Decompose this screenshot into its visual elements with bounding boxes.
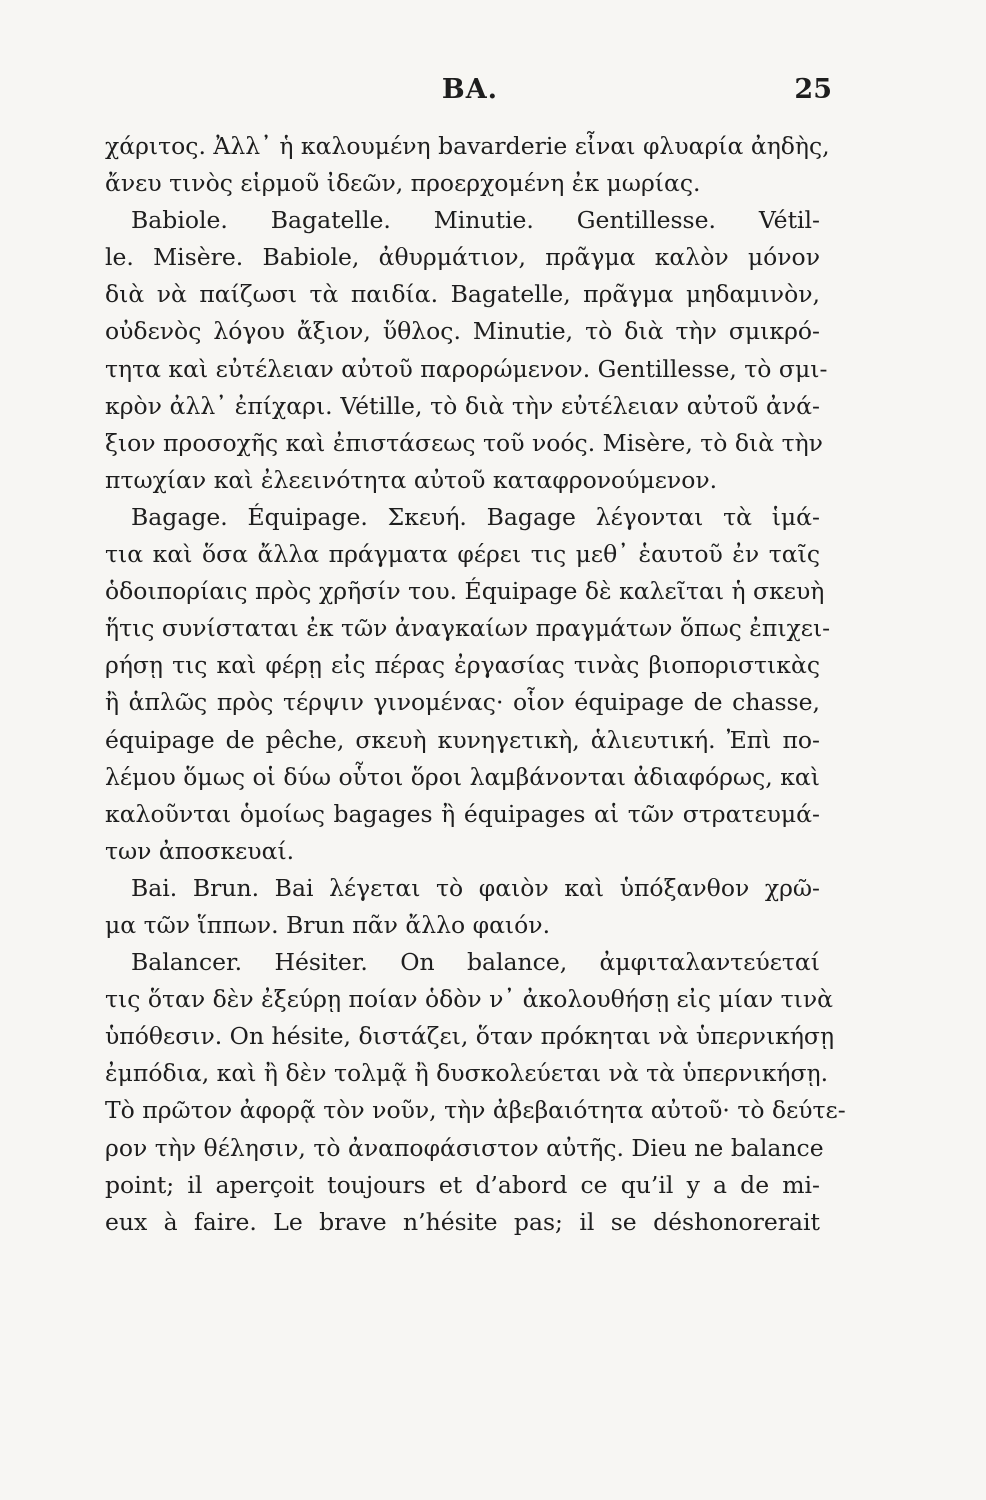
text-line: ὁδοιπορίαις πρὸς χρῆσίν του. Équipage δὲ καλεῖται ἡ σκευὴ — [105, 577, 825, 606]
text-line: των ἀποσκευαί. — [105, 836, 295, 865]
text-line: eux à faire. Le brave n’hésite pas; il se déshonorerait — [105, 1207, 820, 1236]
text-line: τια καὶ ὅσα ἄλλα πράγματα φέρει τις μεθ᾽ ἑαυτοῦ ἐν ταῖς — [105, 540, 820, 569]
text-line: ρήσῃ τις καὶ φέρῃ εἰς πέρας ἐργασίας τινὰς βιοποριστικὰς — [105, 651, 820, 680]
text-line: ὑπόθεσιν. On hésite, διστάζει, ὅταν πρόκηται νὰ ὑπερνικήσῃ — [105, 1022, 835, 1051]
text-line: τις ὅταν δὲν ἐξεύρῃ ποίαν ὁδὸν ν᾽ ἀκολουθήσῃ εἰς μίαν τινὰ — [105, 985, 834, 1014]
text-line: χάριτος. Ἀλλ᾽ ἡ καλουμένη bavarderie εἶναι φλυαρία ἀηδὴς, — [105, 132, 830, 160]
text-line: Bai. Brun. Bai λέγεται τὸ φαιὸν καὶ ὑπόξανθον χρῶ- — [131, 873, 820, 902]
text-line: Balancer. Hésiter. On balance, ἀμφιταλαντεύεταί — [131, 948, 820, 977]
text-line: Τὸ πρῶτον ἀφορᾷ τὸν νοῦν, τὴν ἀβεβαιότητα αὐτοῦ· τὸ δεύτε- — [105, 1096, 846, 1125]
text-line: équipage de pêche, σκευὴ κυνηγετικὴ, ἁλιευτική. Ἐπὶ πο- — [105, 725, 820, 754]
text-line: Babiole. Bagatelle. Minutie. Gentillesse. Vétil- — [131, 206, 820, 235]
text-line: le. Misère. Babiole, ἀθυρμάτιον, πρᾶγμα καλὸν μόνον — [105, 243, 820, 272]
text-line: ἐμπόδια, καὶ ἢ δὲν τολμᾷ ἢ δυσκολεύεται νὰ τὰ ὑπερνικήσῃ. — [105, 1059, 829, 1088]
text-line: μα τῶν ἵππων. Brun πᾶν ἄλλο φαιόν. — [105, 910, 551, 939]
text-line: διὰ νὰ παίζωσι τὰ παιδία. Bagatelle, πρᾶγμα μηδαμινὸν, — [105, 280, 820, 309]
text-line: οὐδενὸς λόγου ἄξιον, ὕθλος. Minutie, τὸ διὰ τὴν σμικρό- — [105, 317, 820, 346]
running-head-title: ΒΑ. — [441, 74, 499, 105]
page-number: 25 — [794, 74, 832, 105]
running-head — [110, 72, 830, 112]
text-line: ἢ ἁπλῶς πρὸς τέρψιν γινομένας· οἷον équipage de chasse, — [105, 688, 820, 717]
text-line: κρὸν ἀλλ᾽ ἐπίχαρι. Vétille, τὸ διὰ τὴν εὐτέλειαν αὐτοῦ ἀνά- — [105, 391, 820, 420]
text-line: καλοῦνται ὁμοίως bagages ἢ équipages αἱ τῶν στρατευμά- — [105, 799, 820, 828]
text-line: πτωχίαν καὶ ἐλεεινότητα αὐτοῦ καταφρονούμενον. — [105, 465, 718, 494]
body-text — [105, 128, 846, 1241]
text-line: Bagage. Équipage. Σκευή. Bagage λέγονται τὰ ἱμά- — [131, 502, 820, 531]
text-line: λέμου ὅμως οἱ δύω οὗτοι ὅροι λαμβάνονται ἀδιαφόρως, καὶ — [105, 762, 820, 791]
text-line: ξιον προσοχῆς καὶ ἐπιστάσεως τοῦ νοός. Misère, τὸ διὰ τὴν — [105, 428, 823, 457]
text-line: ρον τὴν θέλησιν, τὸ ἀναποφάσιστον αὐτῆς. Dieu ne balance — [105, 1133, 824, 1162]
text-line: ἄνευ τινὸς εἱρμοῦ ἰδεῶν, προερχομένη ἐκ μωρίας. — [105, 169, 701, 198]
text-line: point; il aperçoit toujours et d’abord ce qu’il y a de mi- — [105, 1170, 820, 1199]
text-line: τητα καὶ εὐτέλειαν αὐτοῦ παρορώμενον. Gentillesse, τὸ σμι- — [105, 354, 828, 383]
text-line: ἥτις συνίσταται ἐκ τῶν ἀναγκαίων πραγμάτων ὅπως ἐπιχει- — [105, 614, 831, 643]
